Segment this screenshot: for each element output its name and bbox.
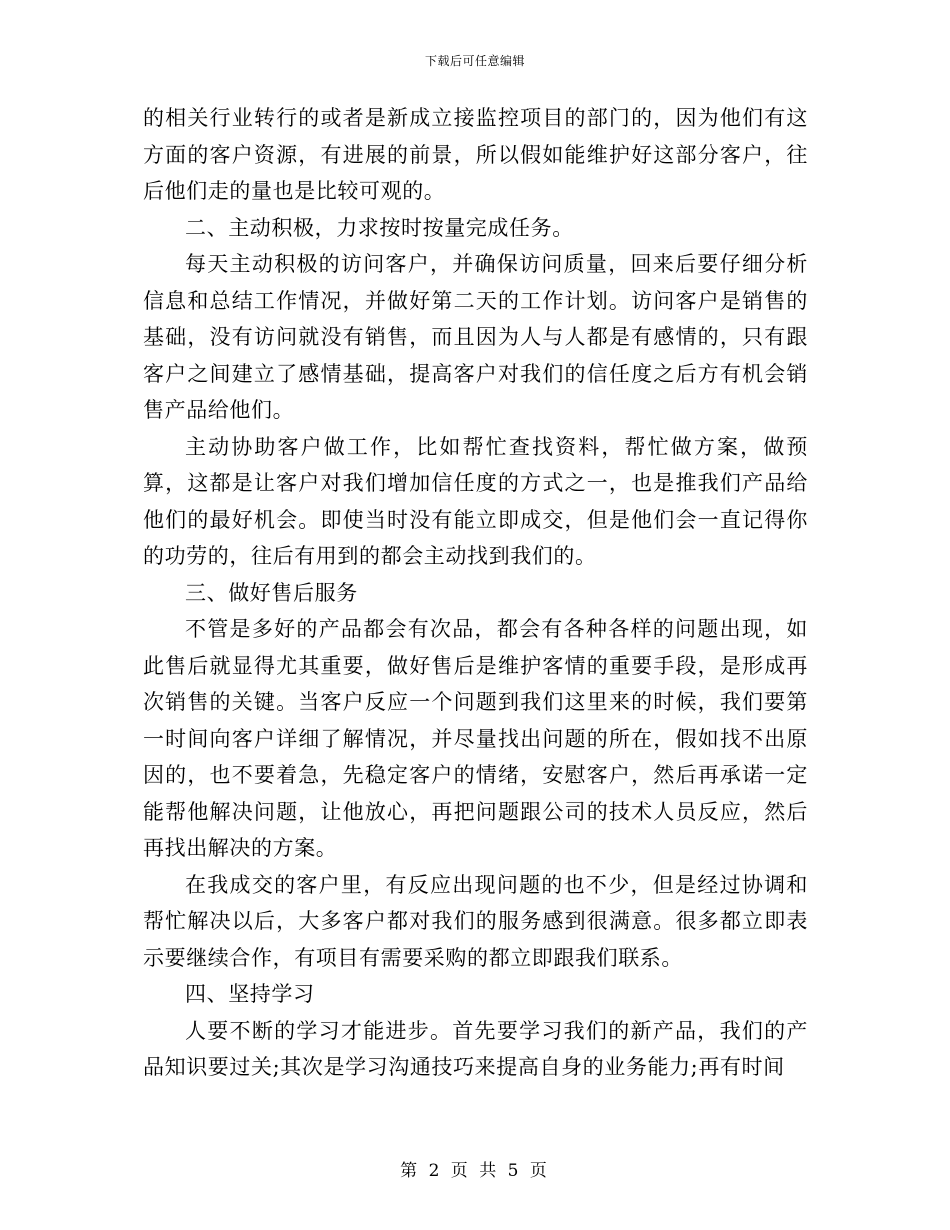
document-body xyxy=(143,100,808,1086)
paragraph: 主动协助客户做工作，比如帮忙查找资料，帮忙做方案，做预算，这都是让客户对我们增加信任度的方式之一，也是推我们产品给他们的最好机会。即使当时没有能立即成交，但是他们会一直记得你的功劳的，往后有用到的都会主动找到我们的。 xyxy=(143,434,808,568)
section-heading: 二、主动积极，力求按时按量完成任务。 xyxy=(185,215,574,240)
paragraph: 每天主动积极的访问客户，并确保访问质量，回来后要仔细分析信息和总结工作情况，并做好第二天的工作计划。访问客户是销售的基础，没有访问就没有销售，而且因为人与人都是有感情的，只有跟客户之间建立了感情基础，提高客户对我们的信任度之后方有机会销售产品给他们。 xyxy=(143,252,808,422)
section-heading: 三、做好售后服务 xyxy=(185,580,358,605)
page-number-footer: 第 2 页 共 5 页 xyxy=(400,1161,550,1181)
paragraph: 的相关行业转行的或者是新成立接监控项目的部门的，因为他们有这方面的客户资源，有进展的前景，所以假如能维护好这部分客户，往后他们走的量也是比较可观的。 xyxy=(143,106,808,203)
paragraph: 在我成交的客户里，有反应出现问题的也不少，但是经过协调和帮忙解决以后，大多客户都对我们的服务感到很满意。很多都立即表示要继续合作，有项目有需要采购的都立即跟我们联系。 xyxy=(143,872,808,970)
section-heading: 四、坚持学习 xyxy=(185,982,315,1006)
paragraph: 人要不断的学习才能进步。首先要学习我们的新产品，我们的产品知识要过关;其次是学习沟通技巧来提高自身的业务能力;再有时间 xyxy=(143,1018,808,1079)
page-header: 下载后可任意编辑 xyxy=(424,54,525,68)
paragraph: 不管是多好的产品都会有次品，都会有各种各样的问题出现，如此售后就显得尤其重要，做好售后是维护客情的重要手段，是形成再次销售的关键。当客户反应一个问题到我们这里来的时候，我们要第一时间向客户详细了解情况，并尽量找出问题的所在，假如找不出原因的，也不要着急，先稳定客户的情绪，安慰客户，然后再承诺一定能帮他解决问题，让他放心，再把问题跟公司的技术人员反应，然后再找出解决的方案。 xyxy=(143,617,808,860)
